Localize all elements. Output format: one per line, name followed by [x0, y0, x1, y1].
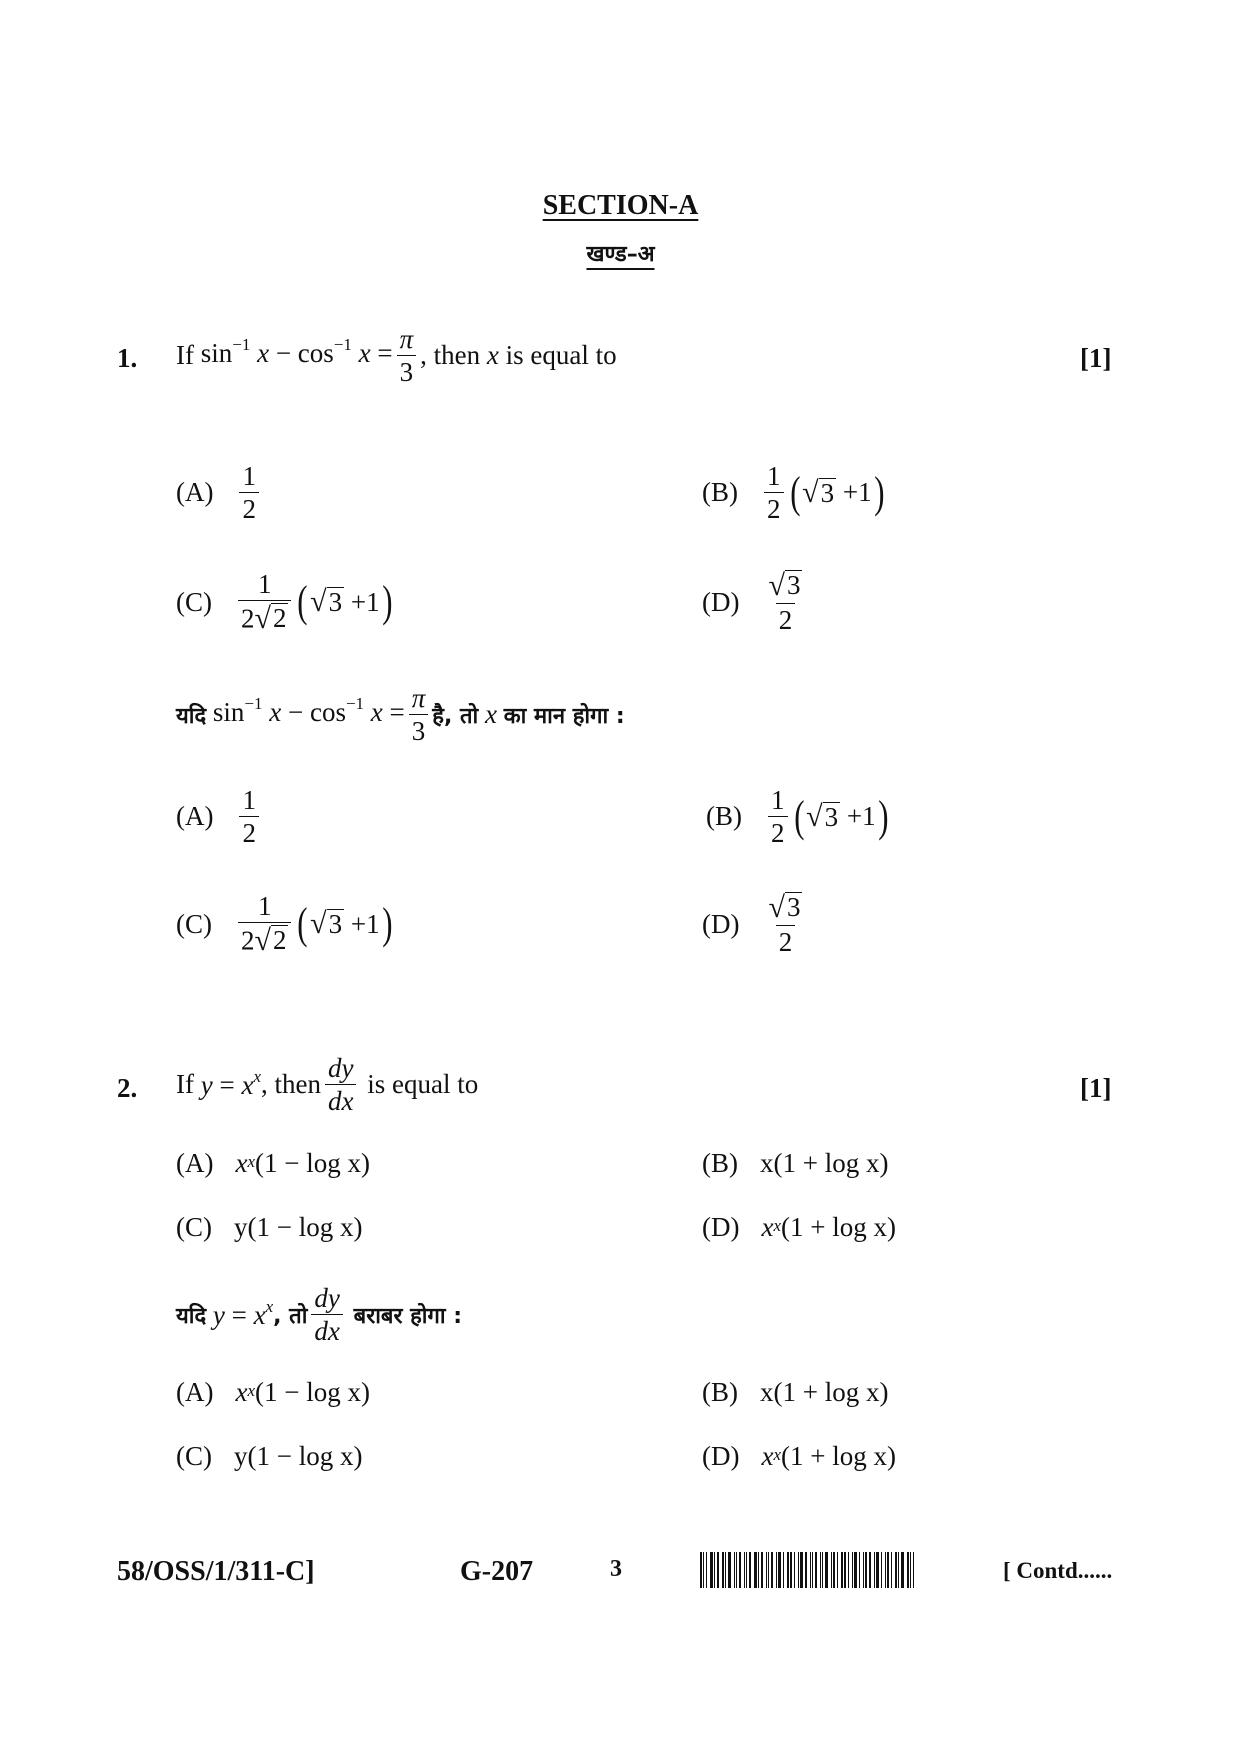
q2-option-a [176, 1148, 370, 1179]
barcode-bar [710, 1552, 713, 1588]
option-exponent: x [773, 1215, 782, 1235]
barcode-bar [891, 1552, 892, 1588]
q2-mid: , then [260, 1069, 321, 1100]
question-2-prompt [176, 1054, 478, 1116]
barcode-bar [722, 1552, 724, 1588]
option-label: (A) [176, 477, 214, 508]
option-label: (B) [706, 801, 742, 832]
barcode-bar [907, 1552, 909, 1588]
q1-option-c [176, 570, 394, 634]
barcode-bar [865, 1552, 867, 1588]
barcode-bar [714, 1552, 715, 1588]
option-label: (C) [176, 908, 212, 939]
option-text: y(1 − log x) [234, 1212, 363, 1242]
barcode-bar [833, 1552, 835, 1588]
option-label: (B) [702, 1377, 738, 1407]
barcode-bar [837, 1552, 838, 1588]
question-1-prompt-hindi [176, 684, 625, 746]
footer-paper-code: 58/OSS/1/311-C] [117, 1556, 315, 1587]
q1-hi-option-d [702, 892, 809, 956]
q1-option-b [702, 462, 886, 524]
barcode-bar [910, 1552, 911, 1588]
q1-hi-option-b [706, 786, 890, 848]
barcode-bar [787, 1552, 789, 1588]
barcode-bar [800, 1552, 803, 1588]
footer-page-number: 3 [610, 1556, 622, 1582]
barcode-bar [725, 1552, 726, 1588]
option-math: √ 3 2 [768, 890, 801, 957]
barcode-bar [744, 1552, 745, 1588]
option-label: (D) [702, 1441, 740, 1471]
q2-lead: If [176, 1069, 194, 1100]
barcode-bar [771, 1552, 773, 1588]
option-label: (D) [702, 586, 740, 617]
option-math: $\frac{1}{2}$ ( √ 3 +1 ) [760, 462, 886, 524]
q2-end: is equal to [367, 1069, 479, 1100]
question-2-number: 2. [117, 1073, 138, 1103]
q2-hi-option-d [702, 1441, 896, 1472]
option-math: $\frac{1}{2}$ [239, 786, 259, 848]
barcode-bar [728, 1552, 731, 1588]
barcode-bar [746, 1552, 747, 1588]
barcode-bar [805, 1552, 807, 1588]
question-2-marks: [1] [1080, 1073, 1112, 1103]
barcode-bar [700, 1552, 702, 1588]
footer-contd: [ Contd...... [1003, 1558, 1113, 1583]
barcode-bar [794, 1552, 795, 1588]
barcode-bar [887, 1552, 889, 1588]
q1-end: is equal to [505, 340, 617, 371]
q2-hi-option-a [176, 1377, 370, 1408]
q1-hi-var: x [484, 699, 497, 730]
option-label: (C) [176, 1212, 212, 1242]
barcode-bar [901, 1552, 904, 1588]
barcode-bar [863, 1552, 864, 1588]
option-math: √ 3 2 [768, 568, 801, 635]
barcode-bar [812, 1552, 813, 1588]
option-text: x(1 + log x) [760, 1377, 889, 1407]
q2-hi-option-b [702, 1377, 888, 1408]
option-label: (D) [702, 908, 740, 939]
option-text: (1 + log x) [781, 1212, 896, 1242]
option-label: (C) [176, 586, 212, 617]
barcode-bar [758, 1552, 759, 1588]
option-text: (1 − log x) [255, 1148, 370, 1178]
q2-option-d [702, 1212, 896, 1243]
option-text: (1 − log x) [255, 1377, 370, 1407]
barcode-bar [854, 1552, 857, 1588]
question-1-prompt [176, 325, 617, 387]
barcode-bar [881, 1552, 882, 1588]
barcode-bar [778, 1552, 781, 1588]
option-label: (A) [176, 1377, 214, 1407]
barcode-bar [913, 1552, 914, 1588]
option-math: $\frac{1}{2}$ [239, 462, 259, 524]
barcode-bar [754, 1552, 757, 1588]
q2-hi-end: बराबर होगा : [353, 1303, 463, 1329]
q1-var: x [486, 340, 499, 371]
q1-hi-option-a [176, 786, 263, 848]
barcode-bar [739, 1552, 741, 1588]
footer-set-code: G-207 [460, 1556, 534, 1587]
option-label: (D) [702, 1212, 740, 1242]
barcode-bar [736, 1552, 737, 1588]
barcode-bar [859, 1552, 860, 1588]
option-label: (B) [702, 1148, 738, 1178]
barcode-bar [815, 1552, 817, 1588]
option-math: $\frac{1}{2}$ ( √ 3 +1 ) [764, 786, 890, 848]
q2-derivative: $\frac{dy}{dx}$ [325, 1054, 356, 1116]
q1-tail: , then [420, 340, 481, 371]
barcode-bar [898, 1552, 899, 1588]
q2-hi-equation: $y = x^x$ [212, 1296, 274, 1330]
barcode-bar [841, 1552, 843, 1588]
q2-equation: $y = x^x$ [200, 1066, 261, 1100]
q2-hi-derivative: $\frac{dy}{dx}$ [311, 1284, 342, 1346]
q1-hi-equation: $\sin^{-1} x - \cos^{-1} x$ = $\frac{\pi}{3}$ [213, 684, 432, 746]
option-exponent: x [247, 1151, 256, 1171]
barcode-bar [822, 1552, 823, 1588]
q1-option-d [702, 570, 809, 634]
option-base: x [761, 1441, 774, 1471]
q2-option-c [176, 1212, 362, 1243]
q2-hi-lead: यदि [176, 1303, 207, 1329]
q1-hi-option-c [176, 892, 394, 956]
q1-hi-end: का मान होगा : [503, 703, 625, 729]
barcode-bar [825, 1552, 828, 1588]
barcode-bar [831, 1552, 832, 1588]
barcode-bar [703, 1552, 704, 1588]
barcode-bar [776, 1552, 777, 1588]
option-exponent: x [247, 1380, 256, 1400]
barcode-bar [768, 1552, 769, 1588]
barcode-bar [734, 1552, 735, 1588]
q1-hi-tail: है, तो [432, 703, 479, 729]
barcode-bar [895, 1552, 897, 1588]
option-base: x [235, 1148, 248, 1178]
barcode-bar [783, 1552, 784, 1588]
q1-lead: If [176, 340, 194, 371]
option-math: 1 2 √ 2 ( √ 3 +1 ) [234, 892, 394, 956]
option-exponent: x [773, 1444, 782, 1464]
barcode-bar [820, 1552, 821, 1588]
barcode-bar [848, 1552, 849, 1588]
option-text: x(1 + log x) [760, 1148, 889, 1178]
barcode-icon [700, 1552, 917, 1588]
question-2-prompt-hindi [176, 1284, 462, 1346]
barcode-bar [761, 1552, 763, 1588]
barcode-bar [717, 1552, 719, 1588]
q1-equation: $\sin^{-1} x - \cos^{-1} x$ = $\frac{\pi}{3}$ [201, 325, 420, 387]
barcode-bar [798, 1552, 799, 1588]
option-text: (1 + log x) [781, 1441, 896, 1471]
q2-option-b [702, 1148, 888, 1179]
barcode-bar [844, 1552, 846, 1588]
barcode-bar [706, 1552, 707, 1588]
barcode-bar [885, 1552, 886, 1588]
q2-hi-option-c [176, 1441, 362, 1472]
barcode-bar [876, 1552, 879, 1588]
question-1-marks: [1] [1080, 343, 1112, 373]
option-label: (A) [176, 1148, 214, 1178]
barcode-bar [749, 1552, 751, 1588]
option-text: y(1 − log x) [234, 1441, 363, 1471]
barcode-bar [874, 1552, 875, 1588]
barcode-bar [810, 1552, 811, 1588]
section-title-hindi: खण्ड–अ [586, 242, 655, 267]
question-1-number: 1. [117, 343, 138, 373]
option-math: 1 2 √ 2 ( √ 3 +1 ) [234, 570, 394, 634]
barcode-bar [790, 1552, 792, 1588]
barcode-bar [766, 1552, 767, 1588]
option-base: x [761, 1212, 774, 1242]
q1-hi-lead: यदि [176, 703, 207, 729]
option-label: (A) [176, 801, 214, 832]
section-title: SECTION-A [542, 190, 699, 221]
option-base: x [235, 1377, 248, 1407]
barcode-bar [852, 1552, 853, 1588]
q2-hi-mid: , तो [273, 1303, 308, 1329]
option-label: (C) [176, 1441, 212, 1471]
option-label: (B) [702, 477, 738, 508]
q1-option-a [176, 462, 263, 524]
barcode-bar [869, 1552, 871, 1588]
